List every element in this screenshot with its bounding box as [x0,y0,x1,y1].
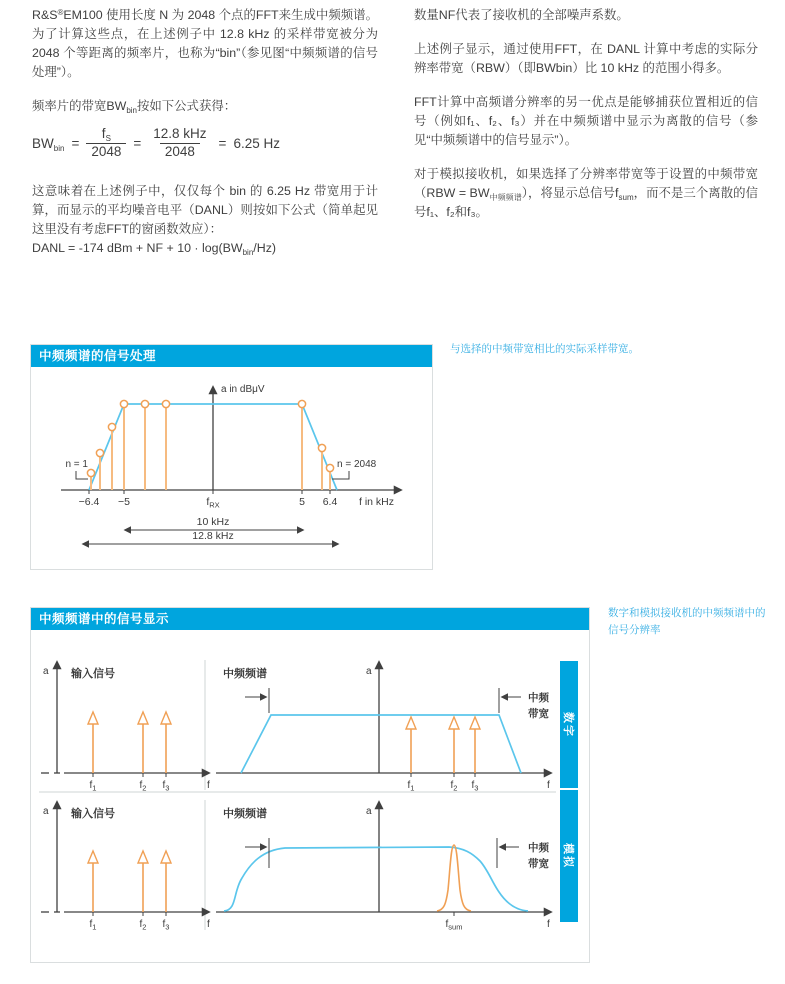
figure2-caption: 数字和模拟接收机的中频频谱中的信号分辨率 [608,607,766,636]
if-bandwidth-label: 带宽 [528,708,549,720]
if-signal-arrows [406,717,480,773]
tick-label: −6.4 [78,496,100,508]
body-text: R&S [32,8,58,22]
f1-label: $f_1$ [407,780,415,793]
tick-label: 6.4 [322,496,338,508]
analog-if-response-curve [224,847,528,911]
subscript: bin [126,106,137,115]
body-text: EM100 使用长度 N 为 2048 个点的FFT来生成中频频谱。为了计算这些点，在上述例子中 12.8 kHz 的采样带宽被分为 2048 个等距离的频率片，也称为“bin”（参见图“中频频谱的信号处理”）。 [32,8,378,79]
f2-label: $f_2$ [450,780,458,793]
if-bandwidth-label: 带宽 [528,858,549,870]
input-arrows [88,851,171,912]
digital-band-label: 数字 [562,711,574,738]
tick-label: −5 [118,496,130,508]
paragraph: FFT计算中高频谱分辨率的另一优点是能够捕获位置相近的信号（例如f₁、f₂、f₃）并在中频频谱中显示为离散的信号（参见“中频频谱中的信号显示”）。 [414,95,758,147]
equals-sign: = [218,135,227,151]
a-axis-label: a [43,806,49,817]
input-signal-label: 输入信号 [71,808,115,820]
body-text: 频率片的带宽BW [32,99,127,113]
fsum-label: $f_{sum}$ [445,919,463,932]
fsum-signal-curve [437,845,471,911]
tick-label-frx: $f_{RX}$ [206,496,220,510]
a-axis-label: a [366,666,372,677]
input-arrows [88,712,171,773]
if-spectrum-label: 中频频谱 [223,668,267,680]
dim-10khz-label: 10 kHz [196,516,230,528]
analog-band-bar [560,790,578,922]
input-signal-label: 输入信号 [71,668,115,680]
f-axis-label: f [547,780,550,791]
f3-label: $f_3$ [162,919,170,932]
figure2-plot [31,630,589,961]
if-spectrum-label: 中频频谱 [223,808,267,820]
right-text-column [414,6,758,237]
figure1-plot [31,367,432,568]
a-axis-label: a [366,806,372,817]
f-axis-label: f [547,919,550,930]
y-axis-label: a in dBμV [221,384,265,395]
bw-bin-formula [32,120,378,166]
n-last-label: n = 2048 [337,459,377,470]
figure1-caption: 与选择的中频带宽相比的实际采样带宽。 [450,343,639,355]
tick-label: 5 [299,496,305,508]
if-filter-trapezoid [241,715,521,773]
f1-label: $f_1$ [89,780,97,793]
left-text-column [32,6,378,273]
figure1-title: 中频频谱的信号处理 [31,345,432,367]
n-first-label: n = 1 [65,459,88,470]
equals-sign: = [133,135,142,151]
formula-lhs: $BW_{bin}$ [32,135,65,153]
f3-label: $f_3$ [471,780,479,793]
sample-stems [91,404,330,490]
n-first-leader [76,471,88,479]
formula-result: 6.25 Hz [233,135,280,151]
x-axis-label: f in kHz [359,496,395,508]
f3-label: $f_3$ [162,780,170,793]
danl-formula: DANL = -174 dBm + NF + $10 \cdot \log(BW_{bin}/Hz)$ [32,241,277,257]
equals-sign: = [71,135,80,151]
body-text: 按如下公式获得： [137,99,237,113]
paragraph [32,97,378,116]
registered-mark: ® [57,8,64,17]
a-axis-label: a [43,666,49,677]
digital-band-bar [560,661,578,788]
f2-label: $f_2$ [139,780,147,793]
paragraph: 对于模拟接收机，如果选择了分辨率带宽等于设置的中频带宽$(RBW = BW_{中频频谱})$，将显示总信号$f_{sum}$，而不是三个离散的信号f₁、f₂和f₃。 [414,167,759,219]
analog-band-label: 模拟 [562,843,574,869]
paragraph: 上述例子显示，通过使用FFT，在 DANL 计算中考虑的实际分辨率带宽（RBW）（即BWbin）比 10 kHz 的范围小得多。 [414,42,758,75]
fraction: $\frac{\text{12.8 kHz}}{2048}$ [153,125,207,159]
paragraph [32,6,378,82]
f1-label: $f_1$ [89,919,97,932]
fraction: $\frac{f_S}{2048}$ [86,126,126,161]
dim-128khz-label: 12.8 kHz [192,530,234,542]
if-bandwidth-label: 中频 [528,692,549,704]
if-bandwidth-label: 中频 [528,842,549,854]
f2-label: $f_2$ [139,919,147,932]
n-last-leader [332,471,349,479]
paragraph: 数量NF代表了接收机的全部噪声系数。 [414,8,629,22]
figure2-title: 中频频谱中的信号显示 [31,608,589,630]
f-axis-label: f [207,780,210,791]
figure-if-signal-processing [30,344,433,570]
paragraph: 这意味着在上述例子中，仅仅每个 bin 的 6.25 Hz 带宽用于计算，而显示的平均噪音电平（DANL）则按如下公式（简单起见这里没有考虑FFT的窗函数效应）： [32,184,378,236]
figure-if-signal-display [30,607,590,963]
f-axis-label: f [207,919,210,930]
